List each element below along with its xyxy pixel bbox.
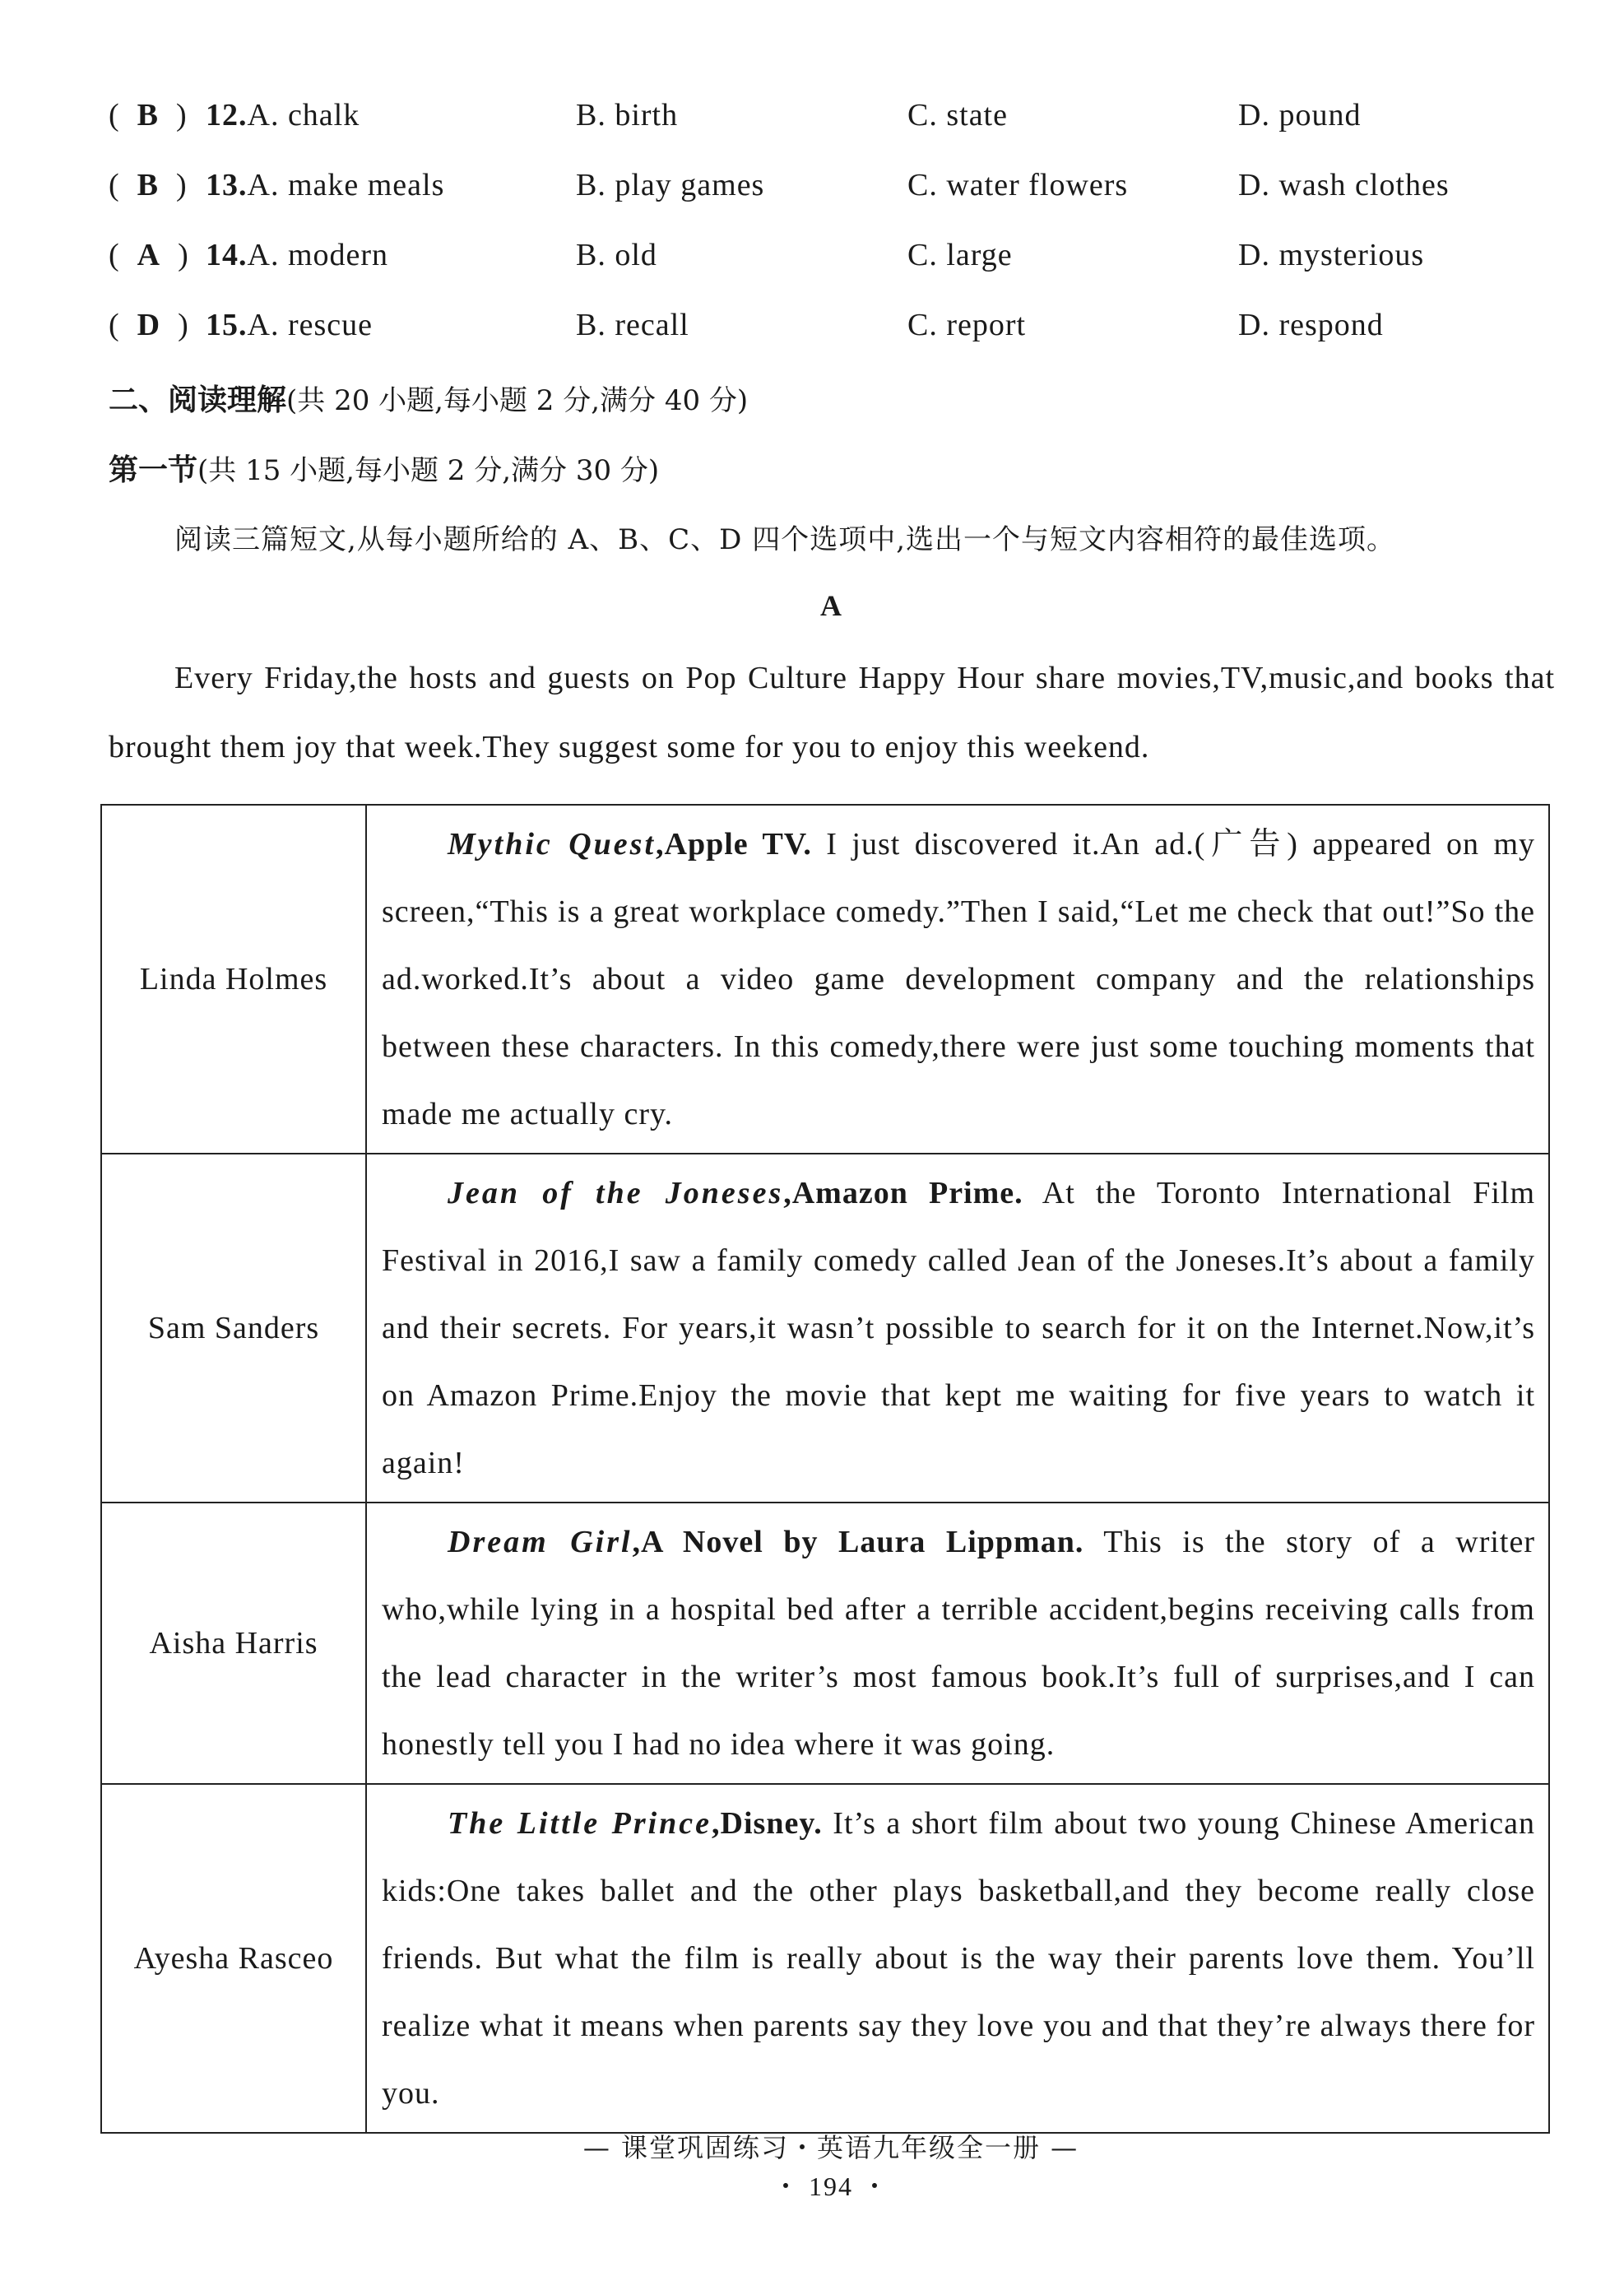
table-row (101, 1503, 1549, 1784)
recommendation-text (366, 1784, 1549, 2133)
option-a: 14.A. modern (206, 238, 389, 272)
work-platform: ,Amazon Prime. (783, 1176, 1023, 1210)
work-title: The Little Prince (448, 1806, 712, 1841)
answer-bracket: ( A ) (109, 238, 189, 272)
instructions: 阅读三篇短文,从每小题所给的 A、B、C、D 四个选项中,选出一个与短文内容相符的最佳选项。 (174, 523, 1396, 556)
answer-bracket: ( D ) (109, 308, 189, 342)
page-number: ・ 194 ・ (772, 2172, 889, 2201)
question-13 (0, 167, 1624, 216)
answer-bracket: ( B ) (109, 98, 188, 132)
work-platform: ,Apple TV. (656, 827, 812, 862)
passage-letter: A (820, 589, 842, 622)
option-a: 13.A. make meals (206, 168, 445, 202)
question-12 (0, 97, 1624, 146)
option-d: D. mysterious (1238, 238, 1425, 272)
work-title: Mythic Quest (448, 827, 657, 862)
footer-title: — 课堂巩固练习・英语九年级全一册 — (582, 2132, 1079, 2163)
table-row (101, 1784, 1549, 2133)
review-text: At the Toronto International Film Festival in 2016,I saw a family comedy called Jean of the Joneses.It’s about a family and their secrets. For years,it wasn’t possible to search for it on the Internet.Now,it’s on Amazon Prime.Enjoy the movie that kept me waiting for five years to watch it again! (382, 1176, 1535, 1480)
work-platform: ,Disney. (712, 1806, 823, 1841)
host-name: Sam Sanders (101, 1154, 366, 1503)
work-title: Jean of the Joneses (448, 1176, 784, 1210)
option-b: B. birth (576, 98, 679, 132)
answer-bracket: ( B ) (109, 168, 188, 202)
section-note: (共 20 小题,每小题 2 分,满分 40 分) (286, 384, 749, 417)
review-text: I just discovered it.An ad.(广告) appeared on my screen,“This is a great workplace comedy.”Then I said,“Let me check that out!”So the ad.worked.It’s about a video game development company and the relationships between these characters. In this comedy,there were just some touching moments that made me actually cry. (382, 827, 1535, 1131)
host-name: Ayesha Rasceo (101, 1784, 366, 2133)
option-b: B. play games (576, 168, 765, 202)
passage-intro: Every Friday,the hosts and guests on Pop Culture Happy Hour share movies,TV,music,and books that brought them joy that week.They suggest some for you to enjoy this weekend. (109, 661, 1555, 764)
option-a: 12.A. chalk (206, 98, 360, 132)
part-note: (共 15 小题,每小题 2 分,满分 30 分) (197, 454, 660, 487)
recommendation-text (366, 1154, 1549, 1503)
review-text: It’s a short film about two young Chinese American kids:One takes ballet and the other plays basketball,and they become really close friends. But what the film is really about is the way their parents love them. You’ll realize what it means when parents say they love you and that they’re always there for you. (382, 1806, 1535, 2111)
option-c: C. state (907, 98, 1008, 132)
option-d: D. pound (1238, 98, 1362, 132)
option-a: 15.A. rescue (206, 308, 373, 342)
option-c: C. water flowers (907, 168, 1129, 202)
work-platform: ,A Novel by Laura Lippman. (632, 1525, 1084, 1559)
part-heading (109, 447, 659, 489)
option-b: B. recall (576, 308, 689, 342)
work-title: Dream Girl (448, 1525, 633, 1559)
option-b: B. old (576, 238, 657, 272)
table-row (101, 1154, 1549, 1503)
option-c: C. large (907, 238, 1013, 272)
recommendations-table (100, 804, 1550, 2134)
host-name: Aisha Harris (101, 1503, 366, 1784)
option-c: C. report (907, 308, 1027, 342)
table-row (101, 805, 1549, 1154)
section-heading (109, 377, 748, 419)
part-title: 第一节 (109, 453, 198, 487)
option-d: D. wash clothes (1238, 168, 1450, 202)
question-15 (0, 307, 1624, 356)
option-d: D. respond (1238, 308, 1384, 342)
recommendation-text (366, 1503, 1549, 1784)
section-title: 二、阅读理解 (109, 383, 287, 417)
host-name: Linda Holmes (101, 805, 366, 1154)
question-14 (0, 237, 1624, 286)
recommendation-text (366, 805, 1549, 1154)
review-text: This is the story of a writer who,while lying in a hospital bed after a terrible accident,begins receiving calls from the lead character in the writer’s most famous book.It’s full of surprises,and I can honestly tell you I had no idea where it was going. (382, 1525, 1535, 1762)
